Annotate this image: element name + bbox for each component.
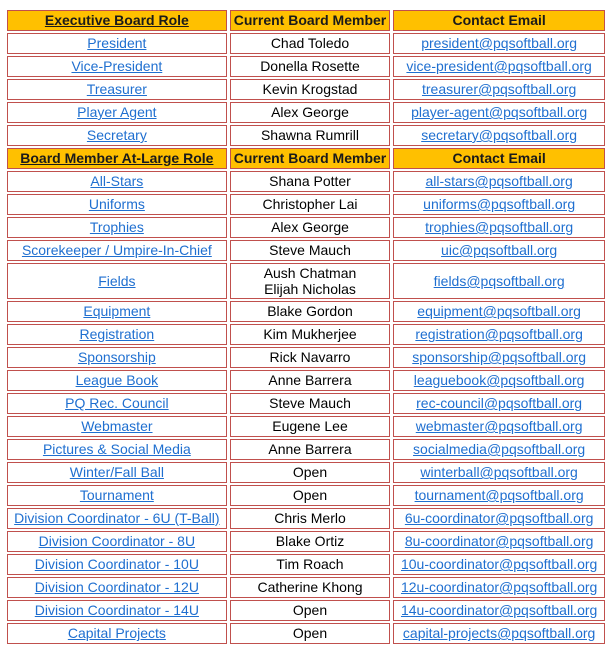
board-table-body: [7, 10, 605, 644]
member-name-division-coordinator-6u-t-ball: Chris Merlo: [230, 508, 391, 529]
email-link-pictures-social-media[interactable]: socialmedia@pqsoftball.org: [393, 439, 605, 460]
role-link-pq-rec-council[interactable]: PQ Rec. Council: [7, 393, 227, 414]
member-name-equipment: Blake Gordon: [230, 301, 391, 322]
email-link-trophies[interactable]: trophies@pqsoftball.org: [393, 217, 605, 238]
table-row: [7, 347, 605, 368]
executive-member-header: Current Board Member: [230, 10, 391, 31]
role-link-uniforms[interactable]: Uniforms: [7, 194, 227, 215]
role-link-registration[interactable]: Registration: [7, 324, 227, 345]
role-link-winter-fall-ball[interactable]: Winter/Fall Ball: [7, 462, 227, 483]
table-row: [7, 508, 605, 529]
at-large-member-header: Current Board Member: [230, 148, 391, 169]
email-link-pq-rec-council[interactable]: rec-council@pqsoftball.org: [393, 393, 605, 414]
role-link-pictures-social-media[interactable]: Pictures & Social Media: [7, 439, 227, 460]
at-large-header-row: [7, 148, 605, 169]
table-row: [7, 263, 605, 299]
email-link-division-coordinator-12u[interactable]: 12u-coordinator@pqsoftball.org: [393, 577, 605, 598]
table-row: [7, 194, 605, 215]
table-row: [7, 171, 605, 192]
role-link-vice-president[interactable]: Vice-President: [7, 56, 227, 77]
role-link-fields[interactable]: Fields: [7, 263, 227, 299]
email-link-equipment[interactable]: equipment@pqsoftball.org: [393, 301, 605, 322]
table-row: [7, 125, 605, 146]
email-link-registration[interactable]: registration@pqsoftball.org: [393, 324, 605, 345]
role-link-equipment[interactable]: Equipment: [7, 301, 227, 322]
role-link-scorekeeper-umpire-in-chief[interactable]: Scorekeeper / Umpire-In-Chief: [7, 240, 227, 261]
email-link-tournament[interactable]: tournament@pqsoftball.org: [393, 485, 605, 506]
email-link-player-agent[interactable]: player-agent@pqsoftball.org: [393, 102, 605, 123]
role-link-division-coordinator-10u[interactable]: Division Coordinator - 10U: [7, 554, 227, 575]
email-link-capital-projects[interactable]: capital-projects@pqsoftball.org: [393, 623, 605, 644]
table-row: [7, 416, 605, 437]
email-link-division-coordinator-8u[interactable]: 8u-coordinator@pqsoftball.org: [393, 531, 605, 552]
email-link-treasurer[interactable]: treasurer@pqsoftball.org: [393, 79, 605, 100]
email-link-division-coordinator-10u[interactable]: 10u-coordinator@pqsoftball.org: [393, 554, 605, 575]
email-link-league-book[interactable]: leaguebook@pqsoftball.org: [393, 370, 605, 391]
table-row: [7, 554, 605, 575]
email-link-fields[interactable]: fields@pqsoftball.org: [393, 263, 605, 299]
member-name-scorekeeper-umpire-in-chief: Steve Mauch: [230, 240, 391, 261]
board-table: [4, 8, 608, 646]
table-row: [7, 370, 605, 391]
role-link-player-agent[interactable]: Player Agent: [7, 102, 227, 123]
role-link-division-coordinator-12u[interactable]: Division Coordinator - 12U: [7, 577, 227, 598]
table-row: [7, 324, 605, 345]
email-link-winter-fall-ball[interactable]: winterball@pqsoftball.org: [393, 462, 605, 483]
member-name-tournament: Open: [230, 485, 391, 506]
member-name-division-coordinator-14u: Open: [230, 600, 391, 621]
table-row: [7, 623, 605, 644]
member-name-winter-fall-ball: Open: [230, 462, 391, 483]
role-link-sponsorship[interactable]: Sponsorship: [7, 347, 227, 368]
member-name-registration: Kim Mukherjee: [230, 324, 391, 345]
member-name-line: Aush Chatman: [263, 265, 357, 281]
member-name-sponsorship: Rick Navarro: [230, 347, 391, 368]
table-row: [7, 577, 605, 598]
member-name-division-coordinator-12u: Catherine Khong: [230, 577, 391, 598]
role-link-division-coordinator-14u[interactable]: Division Coordinator - 14U: [7, 600, 227, 621]
email-link-vice-president[interactable]: vice-president@pqsoftball.org: [393, 56, 605, 77]
member-name-president: Chad Toledo: [230, 33, 391, 54]
member-name-vice-president: Donella Rosette: [230, 56, 391, 77]
table-row: [7, 439, 605, 460]
table-row: [7, 240, 605, 261]
role-link-division-coordinator-6u-t-ball[interactable]: Division Coordinator - 6U (T-Ball): [7, 508, 227, 529]
member-name-pq-rec-council: Steve Mauch: [230, 393, 391, 414]
table-row: [7, 462, 605, 483]
member-name-division-coordinator-8u: Blake Ortiz: [230, 531, 391, 552]
member-name-line: Elijah Nicholas: [264, 281, 356, 297]
at-large-email-header: Contact Email: [393, 148, 605, 169]
executive-header-row: [7, 10, 605, 31]
role-link-tournament[interactable]: Tournament: [7, 485, 227, 506]
role-link-webmaster[interactable]: Webmaster: [7, 416, 227, 437]
role-link-capital-projects[interactable]: Capital Projects: [7, 623, 227, 644]
member-name-secretary: Shawna Rumrill: [230, 125, 391, 146]
table-row: [7, 301, 605, 322]
email-link-all-stars[interactable]: all-stars@pqsoftball.org: [393, 171, 605, 192]
email-link-division-coordinator-14u[interactable]: 14u-coordinator@pqsoftball.org: [393, 600, 605, 621]
table-row: [7, 56, 605, 77]
table-row: [7, 79, 605, 100]
table-row: [7, 485, 605, 506]
email-link-scorekeeper-umpire-in-chief[interactable]: uic@pqsoftball.org: [393, 240, 605, 261]
email-link-president[interactable]: president@pqsoftball.org: [393, 33, 605, 54]
role-link-division-coordinator-8u[interactable]: Division Coordinator - 8U: [7, 531, 227, 552]
table-row: [7, 393, 605, 414]
member-name-webmaster: Eugene Lee: [230, 416, 391, 437]
table-row: [7, 217, 605, 238]
member-name-league-book: Anne Barrera: [230, 370, 391, 391]
member-name-trophies: Alex George: [230, 217, 391, 238]
role-link-president[interactable]: President: [7, 33, 227, 54]
table-row: [7, 531, 605, 552]
table-row: [7, 33, 605, 54]
member-name-all-stars: Shana Potter: [230, 171, 391, 192]
email-link-webmaster[interactable]: webmaster@pqsoftball.org: [393, 416, 605, 437]
role-link-trophies[interactable]: Trophies: [7, 217, 227, 238]
member-name-player-agent: Alex George: [230, 102, 391, 123]
email-link-uniforms[interactable]: uniforms@pqsoftball.org: [393, 194, 605, 215]
role-link-league-book[interactable]: League Book: [7, 370, 227, 391]
table-row: [7, 102, 605, 123]
email-link-sponsorship[interactable]: sponsorship@pqsoftball.org: [393, 347, 605, 368]
role-link-treasurer[interactable]: Treasurer: [7, 79, 227, 100]
executive-role-header: Executive Board Role: [7, 10, 227, 31]
executive-email-header: Contact Email: [393, 10, 605, 31]
role-link-secretary[interactable]: Secretary: [7, 125, 227, 146]
member-name-uniforms: Christopher Lai: [230, 194, 391, 215]
member-name-pictures-social-media: Anne Barrera: [230, 439, 391, 460]
member-name-division-coordinator-10u: Tim Roach: [230, 554, 391, 575]
table-row: [7, 600, 605, 621]
member-name-capital-projects: Open: [230, 623, 391, 644]
at-large-role-header: Board Member At-Large Role: [7, 148, 227, 169]
member-name-fields: [230, 263, 391, 299]
role-link-all-stars[interactable]: All-Stars: [7, 171, 227, 192]
email-link-division-coordinator-6u-t-ball[interactable]: 6u-coordinator@pqsoftball.org: [393, 508, 605, 529]
email-link-secretary[interactable]: secretary@pqsoftball.org: [393, 125, 605, 146]
member-name-treasurer: Kevin Krogstad: [230, 79, 391, 100]
